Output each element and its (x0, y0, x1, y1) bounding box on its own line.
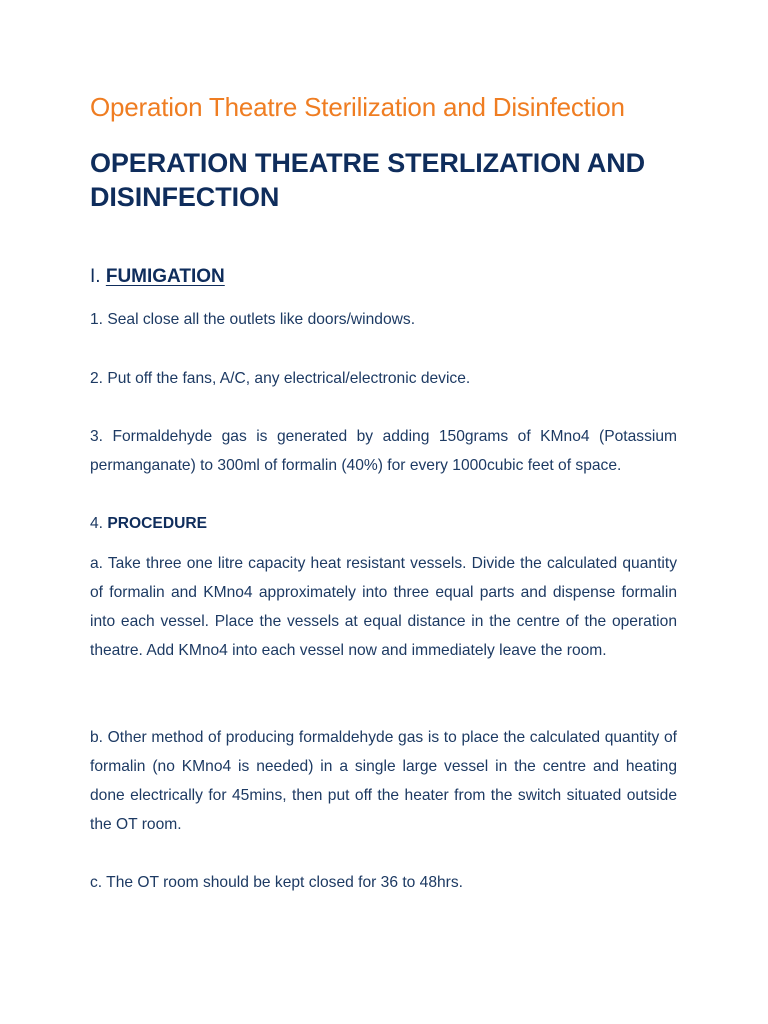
procedure-heading (90, 509, 207, 538)
step-1: 1. Seal close all the outlets like doors/windows. (90, 311, 416, 328)
section-heading-fumigation (90, 266, 225, 288)
main-heading: OPERATION THEATRE STERLIZATION AND DISINFECTION (90, 148, 646, 212)
section-title: FUMIGATION (105, 266, 225, 287)
procedure-item-c: c. The OT room should be kept closed for 36 to 48hrs. (90, 874, 464, 891)
step-2: 2. Put off the fans, A/C, any electrical/electronic device. (90, 370, 471, 387)
document-title: Operation Theatre Sterilization and Disinfection (90, 92, 625, 122)
procedure-title: PROCEDURE (107, 515, 207, 532)
step-3: 3. Formaldehyde gas is generated by adding 150grams of KMno4 (Potassium permanganate) to 300ml of formalin (40%) for every 1000cubic feet of space. (90, 428, 677, 474)
section-number: I. (90, 266, 101, 287)
procedure-item-a: a. Take three one litre capacity heat resistant vessels. Divide the calculated quantity of formalin and KMno4 approximately into three equal parts and dispense formalin into each vessel. Place the vessels at equal distance in the centre of the operation theatre. Add KMno4 into each vessel now and immediately leave the room. (90, 555, 677, 659)
procedure-number: 4. (90, 515, 104, 532)
procedure-item-b: b. Other method of producing formaldehyde gas is to place the calculated quantity of formalin (no KMno4 is needed) in a single large vessel in the centre and heating done electrically for 45mins, then put off the heater from the switch situated outside the OT room. (90, 729, 677, 833)
